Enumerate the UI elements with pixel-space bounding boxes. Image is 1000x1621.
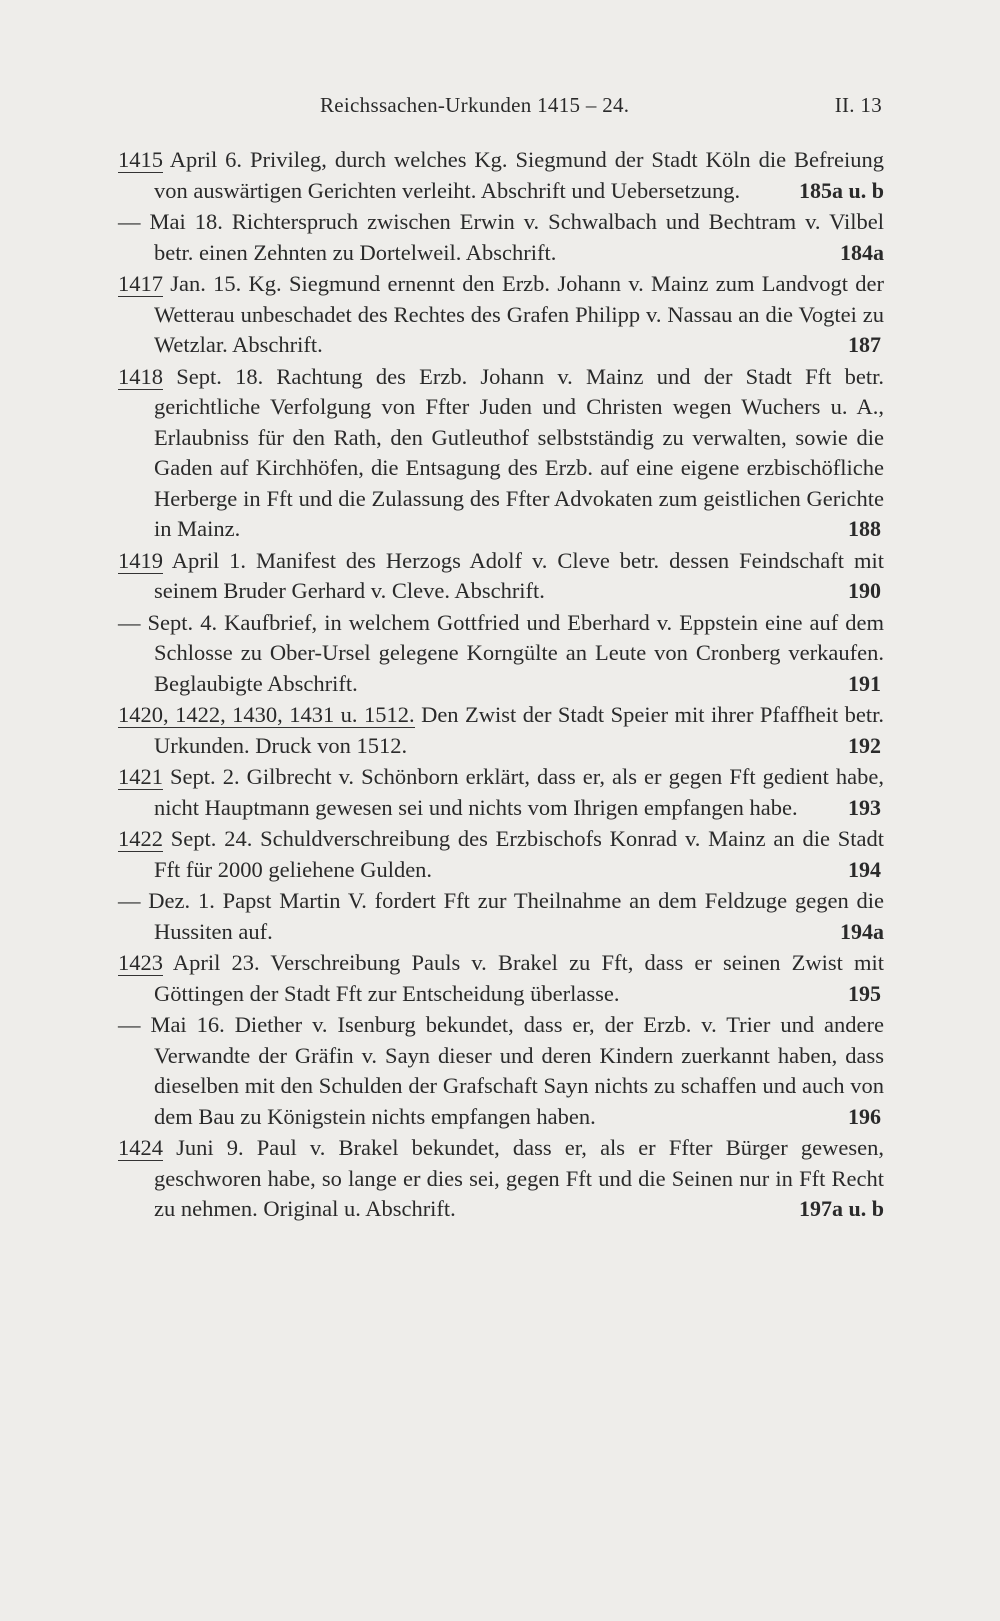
entry xyxy=(118,1133,884,1225)
entry-text: Jan. 15. Kg. Siegmund ernennt den Erzb. Johann v. Mainz zum Landvogt der Wetterau unbeschadet des Rechtes des Grafen Philipp v. Nassau an die Vogtei zu Wetzlar. Abschrift. xyxy=(154,271,884,357)
entry-number: 197a u. b xyxy=(799,1196,884,1221)
entry-text: — Dez. 1. Papst Martin V. fordert Fft zur Theilnahme an dem Feldzuge gegen die Hussiten auf. xyxy=(118,888,884,944)
entry-date: 1422 xyxy=(118,826,163,851)
entry: 1420, 1422, 1430, 1431 u. 1512. Den Zwist der Stadt Speier mit ihrer Pfaffheit betr. Urkunden. Druck von 1512. 192 xyxy=(118,702,885,758)
entry-text: April 23. Verschreibung Pauls v. Brakel zu Fft, dass er seinen Zwist mit Göttingen der Stadt Fft zur Entscheidung überlasse. xyxy=(154,950,884,1006)
entry xyxy=(118,886,884,947)
entry-number: 194a xyxy=(840,918,884,944)
entry-date: 1421 xyxy=(118,764,163,789)
entry-text: — Sept. 4. Kaufbrief, in welchem Gottfried und Eberhard v. Eppstein eine auf dem Schlosse zu Ober-Ursel gelegene Korngülte an Leute von Cronberg verkaufen. Beglaubigte Abschrift. xyxy=(118,609,884,696)
entry: 1421 Sept. 2. Gilbrecht v. Schönborn erklärt, dass er, als er gegen Fft gedient habe, nicht Hauptmann gewesen sei und nichts vom Ihrigen empfangen habe. 193 xyxy=(118,764,884,820)
entry-text: — Mai 16. Diether v. Isenburg bekundet, dass er, der Erzb. v. Trier und andere Verwandte der Gräfin v. Sayn dieser und deren Kindern zuerkannt haben, dass dieselben mit den Schulden der Grafschaft Sayn nichts zu schaffen und auch von dem Bau zu Königstein nichts empfangen haben. xyxy=(118,1012,884,1129)
header-title: Reichssachen-Urkunden 1415 – 24. xyxy=(320,93,630,117)
entry-date: 1419 xyxy=(118,547,163,573)
entry: 1422 Sept. 24. Schuldverschreibung des Erzbischofs Konrad v. Mainz an die Stadt Fft für 2000 geliehene Gulden. 194 xyxy=(118,826,884,882)
entry-date: 1424 xyxy=(118,1135,163,1160)
entry: — Mai 16. Diether v. Isenburg bekundet, dass er, der Erzb. v. Trier und andere Verwandte der Gräfin v. Sayn dieser und deren Kindern zuerkannt haben, dass dieselben mit den Schulden der Grafschaft Sayn nichts zu schaffen und auch von dem Bau zu Königstein nichts empfangen haben. 196 xyxy=(118,1012,884,1129)
entry-text: Sept. 18. Rachtung des Erzb. Johann v. Mainz und der Stadt Fft betr. gerichtliche Verfolgung von Ffter Juden und Christen wegen Wuchers u. A., Erlaubniss für den Rath, den Gutleuthof selbstständig zu verwalten, sowie die Gaden auf Kirchhöfen, die Entsagung des Erzb. auf eine eigene erzbischöfliche Herberge in Fft und die Zulassung des Ffter Advokaten zum geistlichen Gerichte in Mainz. xyxy=(154,363,884,541)
entry-date: 1418 xyxy=(118,363,163,389)
page-number: II. 13 xyxy=(834,93,882,117)
entry-text: April 1. Manifest des Herzogs Adolf v. Cleve betr. dessen Feindschaft mit seinem Bruder Gerhard v. Cleve. Abschrift. xyxy=(154,547,884,603)
entry-text: Sept. 24. Schuldverschreibung des Erzbischofs Konrad v. Mainz an die Stadt Fft für 2000 geliehene Gulden. xyxy=(154,826,884,882)
entry-date: 1415 xyxy=(118,147,163,172)
entry: 1418 Sept. 18. Rachtung des Erzb. Johann v. Mainz und der Stadt Fft betr. gerichtliche Verfolgung von Ffter Juden und Christen wegen Wuchers u. A., Erlaubniss für den Rath, den Gutleuthof selbstständig zu verwalten, sowie die Gaden auf Kirchhöfen, die Entsagung des Erzb. auf eine eigene erzbischöfliche Herberge in Fft und die Zulassung des Ffter Advokaten zum geistlichen Gerichte in Mainz. 188 xyxy=(118,363,884,541)
entry-text: Den Zwist der Stadt Speier mit ihrer Pfaffheit betr. Urkunden. Druck von 1512. xyxy=(154,702,885,758)
entry-date: 1423 xyxy=(118,950,163,975)
entry: 1419 April 1. Manifest des Herzogs Adolf v. Cleve betr. dessen Feindschaft mit seinem Bruder Gerhard v. Cleve. Abschrift. 190 xyxy=(118,547,884,603)
entry-number: 184a xyxy=(840,239,884,265)
entry: 1423 April 23. Verschreibung Pauls v. Brakel zu Fft, dass er seinen Zwist mit Göttingen der Stadt Fft zur Entscheidung überlasse. 195 xyxy=(118,950,884,1006)
entry-text: Sept. 2. Gilbrecht v. Schönborn erklärt, dass er, als er gegen Fft gedient habe, nicht Hauptmann gewesen sei und nichts vom Ihrigen empfangen habe. xyxy=(154,764,884,820)
entry-text: — Mai 18. Richterspruch zwischen Erwin v. Schwalbach und Bechtram v. Vilbel betr. einen Zehnten zu Dortelweil. Abschrift. xyxy=(118,209,884,265)
entry-text: April 6. Privileg, durch welches Kg. Siegmund der Stadt Köln die Befreiung von auswärtigen Gerichten verleiht. Abschrift und Uebersetzung. xyxy=(154,147,884,203)
entry-date: 1420, 1422, 1430, 1431 u. 1512. xyxy=(118,702,415,727)
entry-text: Juni 9. Paul v. Brakel bekundet, dass er, als er Ffter Bürger gewesen, geschworen habe, so lange er dies sei, gegen Fft und die Seinen nur in Fft Recht zu nehmen. Original u. Abschrift. xyxy=(154,1135,884,1221)
entries-list xyxy=(118,145,884,1226)
entry xyxy=(118,145,884,206)
entry: 1417 Jan. 15. Kg. Siegmund ernennt den Erzb. Johann v. Mainz zum Landvogt der Wetterau unbeschadet des Rechtes des Grafen Philipp v. Nassau an die Vogtei zu Wetzlar. Abschrift. 187 xyxy=(118,271,884,357)
entry-date: 1417 xyxy=(118,271,163,296)
entry-number: 185a u. b xyxy=(799,177,884,203)
entry: — Sept. 4. Kaufbrief, in welchem Gottfried und Eberhard v. Eppstein eine auf dem Schlosse zu Ober-Ursel gelegene Korngülte an Leute von Cronberg verkaufen. Beglaubigte Abschrift. 191 xyxy=(118,609,884,696)
entry xyxy=(118,207,884,268)
